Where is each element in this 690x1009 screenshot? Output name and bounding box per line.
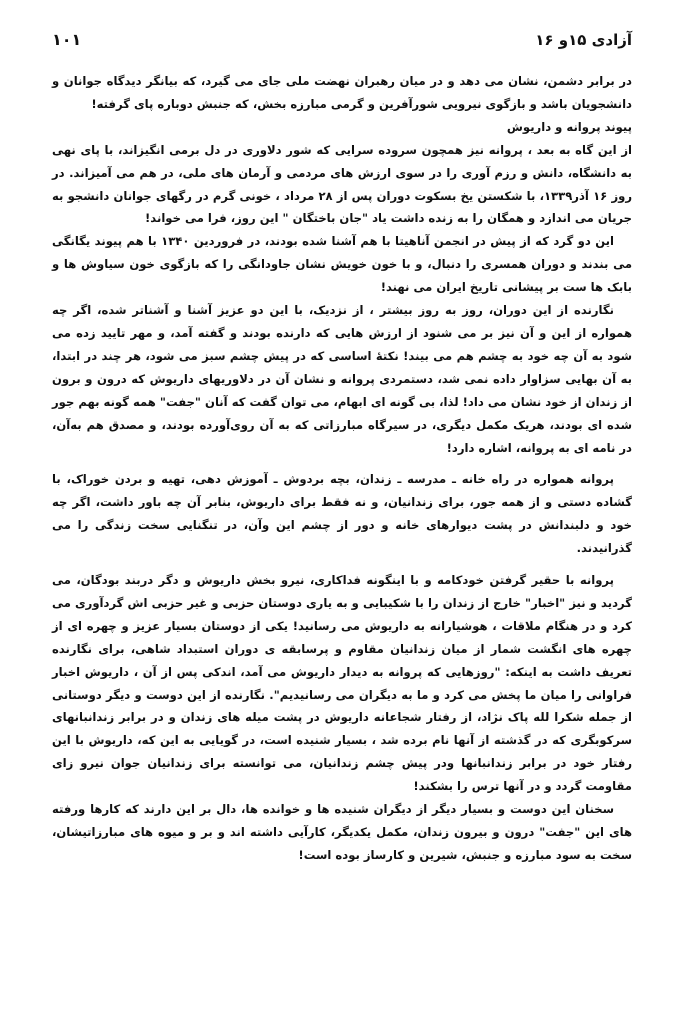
paragraph-2: از این گاه به بعد ، پروانه نیز همچون سروده سرایی که شور دلاوری در دل برمی انگیزاند، با پای نهی به دانشگاه، دانش و رزم آوری را در سوی ارزش های مردمی و آرمان های ملی، در هم می آمیزاند. در روز ۱۶ آذر۱۳۳۹، با شکستن یخ بسکوت دوران پس از ۲۸ مرداد ، خونی گرم در رگهای جوانان دانشجو به جریان می اندازد و همگان را به زنده داشت یاد "جان باختگان " این روز، فرا می خواند!	[52, 142, 632, 226]
section-heading: پیوند پروانه و داریوش	[506, 119, 632, 134]
paragraph-4: نگارنده از این دوران، روز به روز بیشتر ، از نزدیک، با این دو عزیز آشنا و آشناتر شده، اگر چه همواره از این و آن نیز بر می شنود از ارزش هایی که دارنده بودند و گفته آمد، و مهر تایید زده می شود به آن چه خود به چشم هم می بیند! نکتهٔ اساسی که در پیش چشم سبز می شود، هر چند در ابتدا، به آن بهایی سزاوار داده نمی شد، دستمردی پروانه و نشان آن در دلاوریهای داریوش که درون و برون از زندان از خود نشان می داد! لذا، بی گونه ای ابهام، می توان گفت که آنان "جفت" همه گونه بهم جور شده ای بودند، هریک مکمل دیگری، در سیرگاه مبارزاتی که به آن روی‌آورده بودند، و مصدق هم به‌آن، در نامه ای به پروانه، اشاره دارد!	[52, 303, 632, 455]
page-header	[52, 30, 632, 70]
body-text	[52, 70, 632, 867]
paragraph-5: پروانه همواره در راه خانه ـ مدرسه ـ زندان، بچه بردوش ـ آموزش دهی، تهیه و بردن خوراک، با گشاده دستی و از همه جور، برای زندانیان، و نه فقط برای داریوش، بنابر آن چه باور داشت، اگر چه خود و دلبندانش در پشت دیوارهای خانه و دور از چشم این وآن، در تنگنایی سخت زندگی را می گذرانیدند.	[52, 472, 632, 556]
page-number: ۱۰۱	[52, 30, 82, 49]
paragraph-1: در برابر دشمن، نشان می دهد و در میان رهبران نهضت ملی جای می گیرد، که بیانگر دیدگاه جوانان و دانشجویان باشد و بازگوی نیرویی شورآفرین و گرمی مبارزه بخش، که جنبش دوباره پای گرفته!	[52, 74, 632, 111]
paragraph-3: این دو گرد که از پیش در انجمن آناهیتا با هم آشنا شده بودند، در فروردین ۱۳۴۰ با هم پیوند یگانگی می بندند و دوران همسری را دنبال، و با خون خویش نشان جاودانگی را که بازگوی خون سیاوش ها و بابک ها ست بر پیشانی تاریخ ایران می نهند!	[52, 234, 632, 295]
running-title: آزادی ۱۵و ۱۶	[535, 31, 632, 49]
paragraph-6: پروانه با حقیر گرفتن خودکامه و با اینگونه فداکاری، نیرو بخش داریوش و دگر دربند بودگان، می گردید و نیز "اخبار" خارج از زندان را با شکیبایی و به یاری دوستان حزبی و غیر حزبی اش گردآوری می کرد و در هنگام ملاقات ، هوشیارانه به داریوش می رسانید! یکی از دوستان بسیار عزیز و چهره ای از چهره های انگشت شمار از میان زندانیان مقاوم و پرسابقه ی دوران استبداد شاهی، برای نگارنده تعریف داشت به اینکه: "روزهایی که پروانه به دیدار داریوش می آمد، اندکی پس از آن ، داریوش اخبار فراوانی را میان ما پخش می کرد و ما به دیگران می رسانیدیم". نگارنده از این دوست و دیگر دوستانی از جمله شکرا لله پاک نژاد، از رفتار شجاعانه داریوش در پشت میله های زندان و در برابر زندانبانهای سرکوبگری که در گذشته از آنها نام برده شد ، بسیار شنیده است، در گویایی به این که، داریوش با این رفتار خود در برابر زندانبانها ودر پیش چشم زندانیان، می توانسته برای زندانیان جوان نیرو زای مقاومت گردد و در آنها ترس را بشکند!	[52, 573, 632, 794]
paragraph-7: سخنان این دوست و بسیار دیگر از دیگران شنیده ها و خوانده ها، دال بر این دارند که کارها ورفته های این "جفت" درون و بیرون زندان، مکمل یکدیگر، کارآیی داشته اند و بر و میوه های مبارزاتیشان، سخت به سود مبارزه و جنبش، شیرین و کارساز بوده است!	[52, 802, 632, 862]
